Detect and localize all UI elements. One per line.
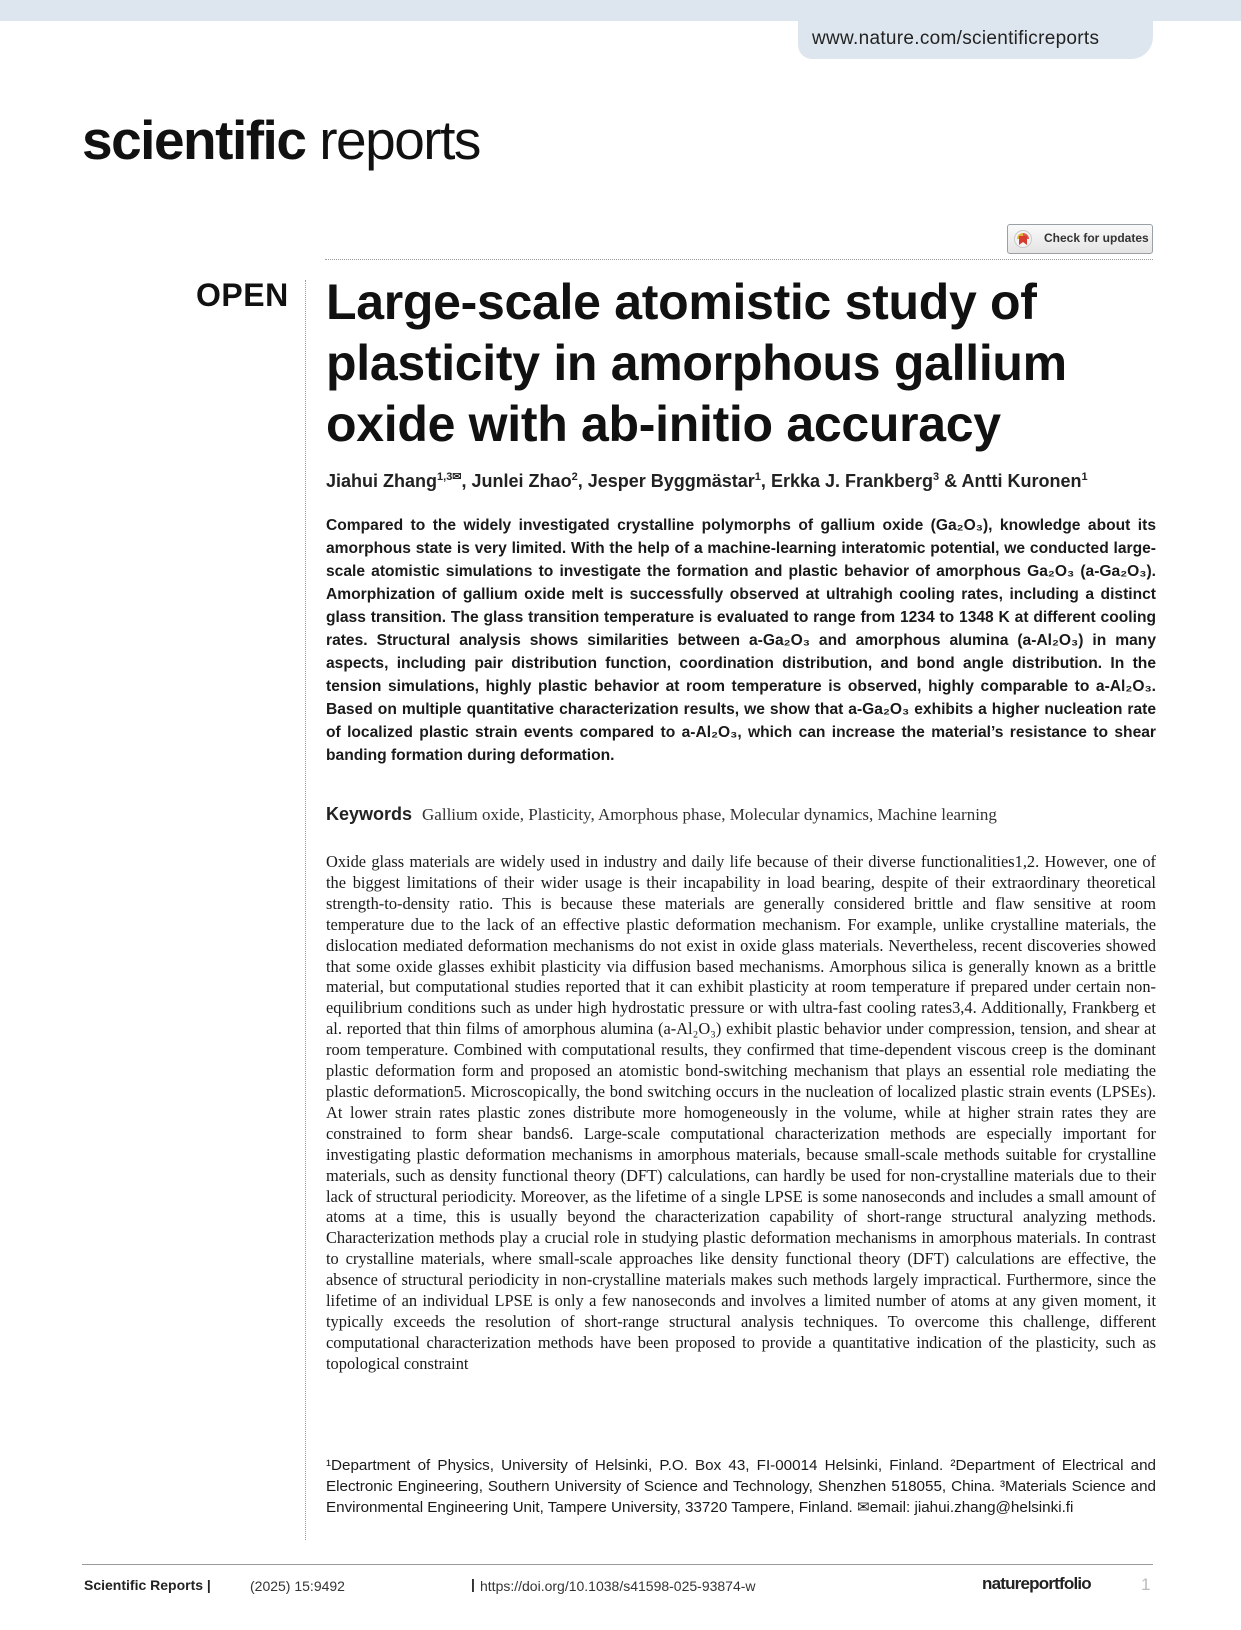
affiliations: [326, 1455, 1156, 1518]
doi-link[interactable]: https://doi.org/10.1038/s41598-025-93874-w: [480, 1578, 756, 1594]
author-name[interactable]: Junlei Zhao: [471, 471, 572, 491]
footer-divider: [82, 1564, 1153, 1565]
page-number: 1: [1141, 1575, 1151, 1594]
author-separator: ,: [577, 471, 588, 491]
abstract-text: Compared to the widely investigated crystalline polymorphs of gallium oxide (Ga₂O₃), knowledge about its amorphous state is very limited. With the help of a machine-learning interatomic potential, we conducted large-scale atomistic simulations to investigate the formation and plastic behavior of amorphous Ga₂O₃ (a-Ga₂O₃). Amorphization of gallium oxide melt is successfully observed at ultrahigh cooling rates, including a distinct glass transition. The glass transition temperature is evaluated to range from 1234 to 1348 K at different cooling rates. Structural analysis shows similarities between a-Ga₂O₃ and amorphous alumina (a-Al₂O₃) in many aspects, including pair distribution function, coordination distribution, and bond angle distribution. In the tension simulations, highly plastic behavior at room temperature is observed, highly comparable to a-Al₂O₃. Based on multiple quantitative characterization results, we show that a-Ga₂O₃ exhibits a higher nucleation rate of localized plastic strain events compared to a-Al₂O₃, which can increase the material’s resistance to shear banding formation during deformation.: [326, 517, 1156, 764]
logo-bold-text: scientific: [82, 109, 306, 171]
footer-citation: (2025) 15:9492: [250, 1578, 345, 1594]
header-divider: [325, 259, 1153, 260]
author-affiliation: 1,3✉: [437, 471, 462, 483]
author-list: [326, 470, 1156, 492]
footer-journal: Scientific Reports |: [84, 1577, 211, 1593]
footer-separator: |: [471, 1576, 475, 1592]
margin-rule: [305, 280, 306, 1540]
keywords-row: [326, 804, 1156, 825]
author-affiliation: 1: [1081, 471, 1088, 483]
check-for-updates-label: Check for updates: [1044, 231, 1149, 245]
journal-url-link[interactable]: www.nature.com/scientificreports: [812, 28, 1100, 49]
author-name[interactable]: Jiahui Zhang: [326, 471, 438, 491]
author-separator: &: [939, 471, 962, 491]
abstract: [326, 514, 1156, 767]
author-separator: ,: [461, 471, 472, 491]
article-title: Large-scale atomistic study of plasticity in amorphous gallium oxide with ab-initio accuracy: [326, 274, 1067, 452]
logo-regular-text: reports: [319, 109, 480, 171]
body-text: [326, 852, 1156, 1375]
journal-logo: [82, 108, 480, 172]
affiliations-text: ¹Department of Physics, University of Helsinki, P.O. Box 43, FI-00014 Helsinki, Finland. ²Department of Electrical and Electronic Engineering, Southern University of Science and Technology, Shenzhen 518055, China. ³Materials Science and Environmental Engineering Unit, Tampere University, 33720 Tampere, Finland. ✉email: jiahui.zhang@helsinki.fi: [326, 1457, 1156, 1516]
keywords-label: Keywords: [326, 804, 413, 824]
author-affiliation: 1: [754, 471, 761, 483]
crossmark-icon: [1014, 230, 1032, 248]
author-separator: ,: [760, 471, 771, 491]
top-band: [0, 0, 1241, 21]
author-name[interactable]: Erkka J. Frankberg: [770, 471, 934, 491]
author-affiliation: 3: [933, 471, 940, 483]
check-for-updates-button[interactable]: [1007, 224, 1153, 254]
author-name[interactable]: Jesper Byggmästar: [587, 471, 755, 491]
author-name[interactable]: Antti Kuronen: [961, 471, 1082, 491]
nature-portfolio-logo: natureportfolio: [982, 1574, 1091, 1593]
author-affiliation: 2: [571, 471, 578, 483]
open-access-label: OPEN: [196, 277, 289, 313]
keywords-list: Gallium oxide, Plasticity, Amorphous phase, Molecular dynamics, Machine learning: [422, 805, 997, 824]
body-paragraph: Oxide glass materials are widely used in industry and daily life because of their diverse functionalities1,2. However, one of the biggest limitations of their wider usage is their incapability in load bearing, despite of their extraordinary theoretical strength-to-density ratio. This is because these materials are generally considered brittle and flaw sensitive at room temperature due to the lack of an effective plastic deformation mechanism. For example, unlike crystalline materials, the dislocation mediated deformation mechanisms do not exist in oxide glass materials. Nevertheless, recent discoveries showed that some oxide glasses exhibit plasticity via diffusion based mechanisms. Amorphous silica is generally known as a brittle material, but computational studies reported that it can exhibit plasticity at room temperature if prepared under certain non-equilibrium conditions such as under high hydrostatic pressure or with ultra-fast cooling rates3,4. Additionally, Frankberg et al. reported that thin films of amorphous alumina (a-Al₂O₃) exhibit plastic behavior under compression, tension, and shear at room temperature. Combined with computational results, they confirmed that time-dependent viscous creep is the dominant plastic deformation form and proposed an atomistic bond-switching mechanism that plays an essential role mediating the plastic deformation5. Microscopically, the bond switching occurs in the nucleation of localized plastic strain events (LPSEs). At lower strain rates plastic zones distribute more homogeneously in the volume, while at higher strain rates they are constrained to form shear bands6. Large-scale computational characterization methods are especially important for investigating plastic deformation mechanisms in amorphous materials, because small-scale methods suitable for crystalline materials, such as density functional theory (DFT) calculations, can hardly be used for non-crystalline materials due to their lack of structural periodicity. Moreover, as the lifetime of a single LPSE is some nanoseconds and includes a small amount of atoms at a time, this is usually beyond the characterization capability of short-range structural analyzing methods. Characterization methods play a crucial role in studying plastic deformation mechanisms in amorphous materials. In contrast to crystalline materials, where small-scale approaches like density functional theory (DFT) calculations are effective, the absence of structural periodicity in non-crystalline materials makes such methods largely impractical. Furthermore, since the lifetime of an individual LPSE is only a few nanoseconds and involves a limited number of atoms at any given moment, it typically exceeds the resolution of short-range structural analysis techniques. To overcome this challenge, different computational characterization methods have been proposed to provide a quantitative indication of the plasticity, such as topological constraint: [326, 852, 1156, 1373]
